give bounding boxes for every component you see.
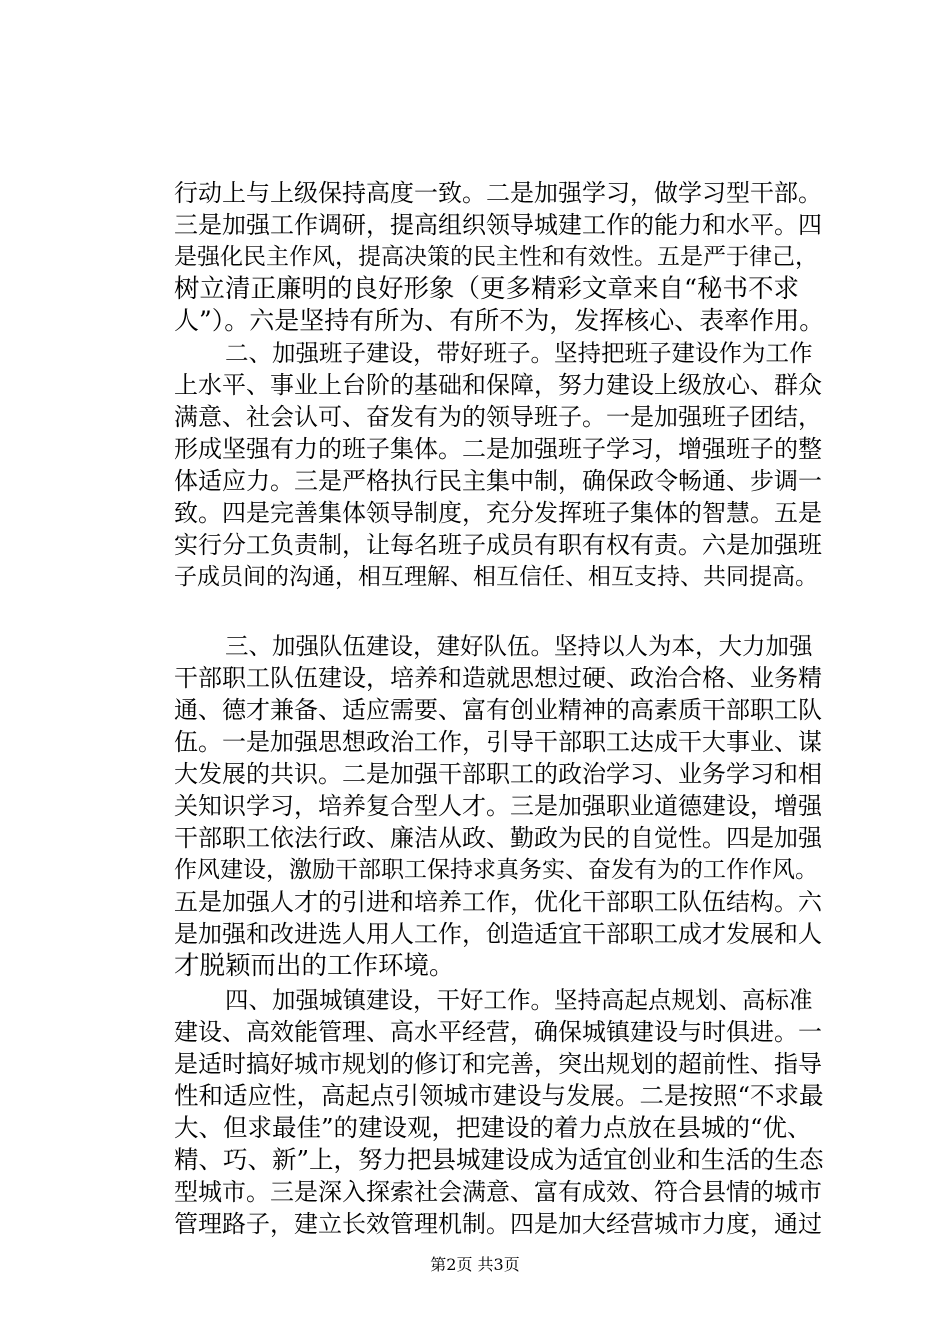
text-line: 三是加强工作调研，提高组织领导城建工作的能力和水平。四 — [174, 211, 822, 239]
text-line: 树立清正廉明的良好形象（更多精彩文章来自“秘书不求 — [174, 274, 800, 304]
text-line: 五是加强人才的引进和培养工作，优化干部职工队伍结构。六 — [174, 888, 822, 916]
text-line: 行动上与上级保持高度一致。二是加强学习，做学习型干部。 — [174, 179, 822, 207]
text-line: 伍。一是加强思想政治工作，引导干部职工达成干大事业、谋 — [174, 728, 822, 756]
text-line: 人”）。六是坚持有所为、有所不为，发挥核心、表率作用。 — [174, 306, 825, 335]
text-line: 干部职工队伍建设，培养和造就思想过硬、政治合格、业务精 — [174, 664, 822, 692]
text-line: 大、但求最佳”的建设观，把建设的着力点放在县城的“优、 — [174, 1113, 812, 1142]
text-line: 建设、高效能管理、高水平经营，确保城镇建设与时俱进。一 — [174, 1018, 822, 1046]
text-line: 是加强和改进选人用人工作，创造适宜干部职工成才发展和人 — [174, 920, 822, 948]
text-line: 干部职工依法行政、廉洁从政、勤政为民的自觉性。四是加强 — [174, 824, 822, 852]
text-line: 是强化民主作风，提高决策的民主性和有效性。五是严于律己， — [174, 244, 818, 270]
text-line: 通、德才兼备、适应需要、富有创业精神的高素质干部职工队 — [174, 696, 822, 724]
text-line: 致。四是完善集体领导制度，充分发挥班子集体的智慧。五是 — [174, 499, 822, 527]
text-line: 大发展的共识。二是加强干部职工的政治学习、业务学习和相 — [174, 760, 822, 788]
text-line: 体适应力。三是严格执行民主集中制，确保政令畅通、步调一 — [174, 467, 822, 495]
text-line: 型城市。三是深入探索社会满意、富有成效、符合县情的城市 — [174, 1178, 822, 1206]
paragraph-start-line: 四、加强城镇建设，干好工作。坚持高起点规划、高标准 — [225, 986, 813, 1014]
text-line: 关知识学习，培养复合型人才。三是加强职业道德建设，增强 — [174, 792, 822, 820]
text-line: 满意、社会认可、奋发有为的领导班子。一是加强班子团结， — [174, 403, 822, 431]
paragraph-start-line: 二、加强班子建设，带好班子。坚持把班子建设作为工作 — [225, 339, 813, 367]
paragraph-start-line: 三、加强队伍建设，建好队伍。坚持以人为本，大力加强 — [225, 632, 813, 660]
text-line: 上水平、事业上台阶的基础和保障，努力建设上级放心、群众 — [174, 371, 822, 399]
page-number-footer: 第2页 共3页 — [430, 1255, 520, 1274]
text-line: 才脱颖而出的工作环境。 — [174, 951, 455, 981]
text-line: 精、巧、新”上，努力把县城建设成为适宜创业和生活的生态 — [174, 1145, 824, 1174]
text-line: 作风建设，激励干部职工保持求真务实、奋发有为的工作作风。 — [174, 857, 818, 883]
text-line: 子成员间的沟通，相互理解、相互信任、相互支持、共同提高。 — [174, 564, 818, 590]
text-line: 管理路子，建立长效管理机制。四是加大经营城市力度，通过 — [174, 1210, 822, 1238]
text-line: 性和适应性，高起点引领城市建设与发展。二是按照“不求最 — [174, 1081, 824, 1110]
text-line: 是适时搞好城市规划的修订和完善，突出规划的超前性、指导 — [174, 1050, 822, 1078]
text-line: 实行分工负责制，让每名班子成员有职有权有责。六是加强班 — [174, 531, 822, 559]
text-line: 形成坚强有力的班子集体。二是加强班子学习，增强班子的整 — [174, 435, 822, 463]
